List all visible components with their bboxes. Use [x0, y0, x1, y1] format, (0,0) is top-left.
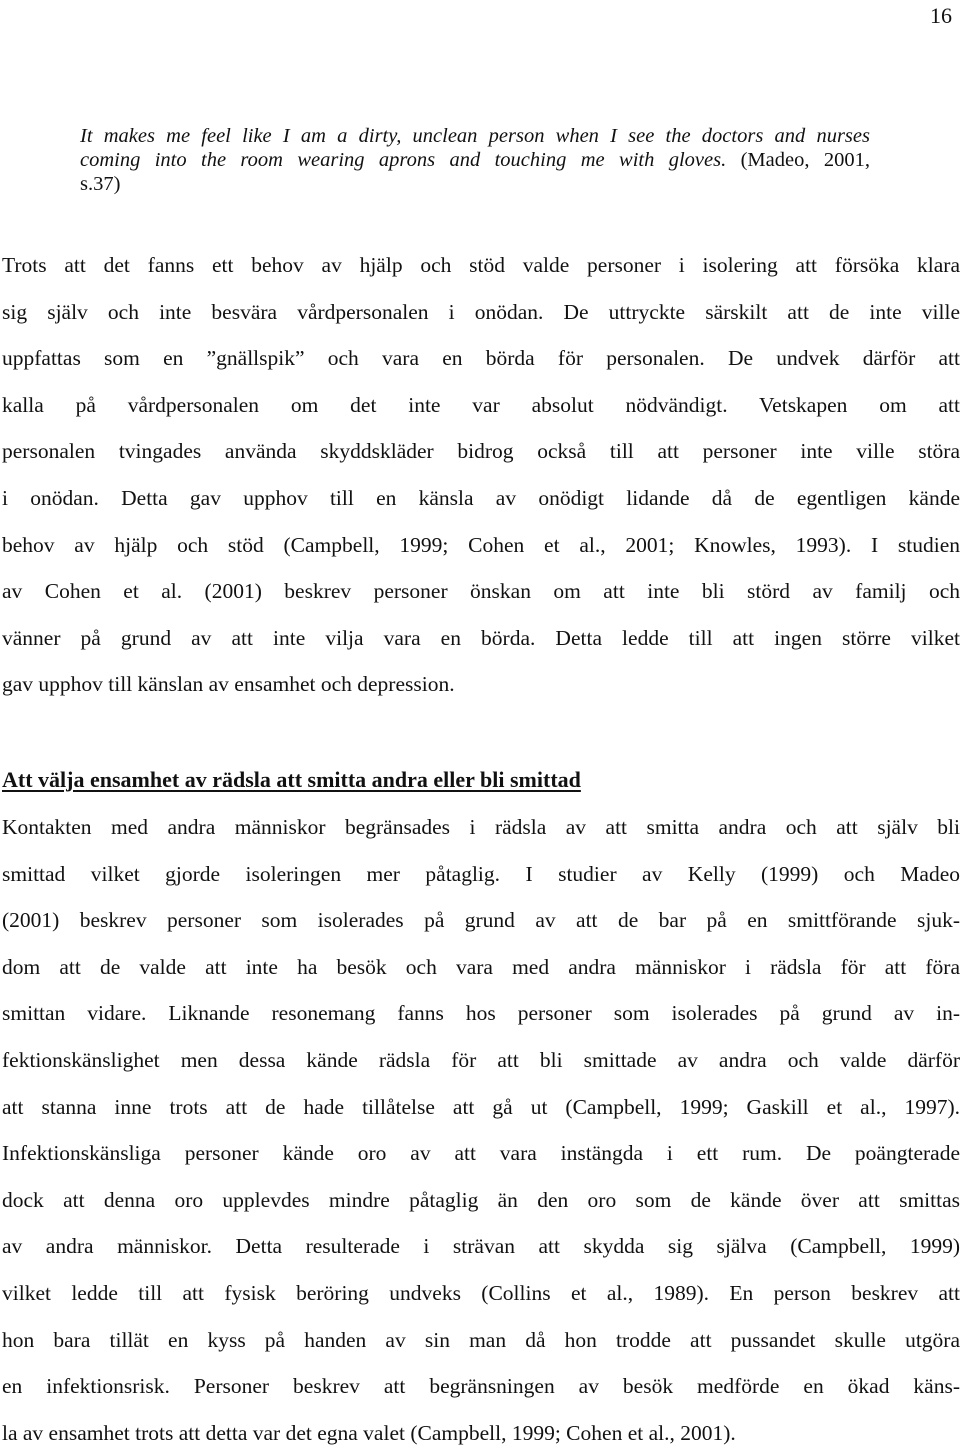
paragraph-line: sig själv och inte besvära vårdpersonalen i onödan. De uttryckte särskilt att de inte ville	[2, 299, 960, 324]
paragraph-line: dom att de valde att inte ha besök och vara med andra människor i rädsla för att föra	[2, 954, 960, 979]
paragraph-fear-of-infection	[2, 804, 960, 1456]
paragraph-line: gav upphov till känslan av ensamhet och depression.	[2, 672, 455, 697]
paragraph-line: att stanna inne trots att de hade tillåtelse att gå ut (Campbell, 1999; Gaskill et al., 1997).	[2, 1094, 960, 1119]
paragraph-line: Infektionskänsliga personer kände oro av att vara instängda i ett rum. De poängterade	[2, 1141, 960, 1166]
paragraph-line: av andra människor. Detta resulterade i strävan att skydda sig själva (Campbell, 1999)	[2, 1234, 960, 1259]
quote-text: coming into the room wearing aprons and touching me with gloves.	[80, 149, 727, 171]
block-quote	[80, 124, 870, 196]
paragraph-line: i onödan. Detta gav upphov till en känsla av onödigt lidande då de egentligen kände	[2, 485, 960, 510]
quote-line: s.37)	[80, 173, 121, 195]
quote-line	[80, 148, 870, 172]
paragraph-line: en infektionsrisk. Personer beskrev att begränsningen av besök medförde en ökad käns-	[2, 1374, 960, 1399]
page-number: 16	[930, 3, 952, 28]
paragraph-line: dock att denna oro upplevdes mindre påtaglig än den oro som de kände över att smittas	[2, 1187, 960, 1212]
paragraph-line: smittan vidare. Liknande resonemang fanns hos personer som isolerades på grund av in-	[2, 1001, 960, 1026]
paragraph-line: personalen tvingades använda skyddskläder bidrog också till att personer inte ville störa	[2, 439, 960, 464]
paragraph-line: (2001) beskrev personer som isolerades på grund av att de bar på en smittförande sjuk-	[2, 908, 960, 933]
paragraph-line: Trots att det fanns ett behov av hjälp och stöd valde personer i isolering att försöka klara	[2, 253, 960, 277]
paragraph-line: fektionskänslighet men dessa kände rädsla för att bli smittade av andra och valde därför	[2, 1047, 960, 1072]
paragraph-line: smittad vilket gjorde isoleringen mer påtaglig. I studier av Kelly (1999) och Madeo	[2, 861, 960, 886]
section-heading: Att välja ensamhet av rädsla att smitta andra eller bli smittad	[2, 767, 581, 792]
paragraph-line: hon bara tillät en kyss på handen av sin man då hon trodde att pussandet skulle utgöra	[2, 1327, 960, 1352]
paragraph-line: kalla på vårdpersonalen om det inte var absolut nödvändigt. Vetskapen om att	[2, 392, 960, 417]
paragraph-isolation-support	[2, 242, 960, 708]
paragraph-line: Kontakten med andra människor begränsades i rädsla av att smitta andra och att själv bli	[2, 815, 960, 839]
quote-citation: (Madeo, 2001,	[740, 149, 870, 171]
quote-line: It makes me feel like I am a dirty, unclean person when I see the doctors and nurses	[80, 125, 870, 147]
paragraph-line: av Cohen et al. (2001) beskrev personer önskan om att inte bli störd av familj och	[2, 579, 960, 604]
paragraph-line: uppfattas som en ”gnällspik” och vara en börda för personalen. De undvek därför att	[2, 346, 960, 371]
paragraph-line: la av ensamhet trots att detta var det egna valet (Campbell, 1999; Cohen et al., 2001).	[2, 1420, 736, 1445]
paragraph-line: vilket ledde till att fysisk beröring undveks (Collins et al., 1989). En person beskrev att	[2, 1280, 960, 1305]
paragraph-line: vänner på grund av att inte vilja vara en börda. Detta ledde till att ingen större vilket	[2, 625, 960, 650]
paragraph-line: behov av hjälp och stöd (Campbell, 1999; Cohen et al., 2001; Knowles, 1993). I studien	[2, 532, 960, 557]
